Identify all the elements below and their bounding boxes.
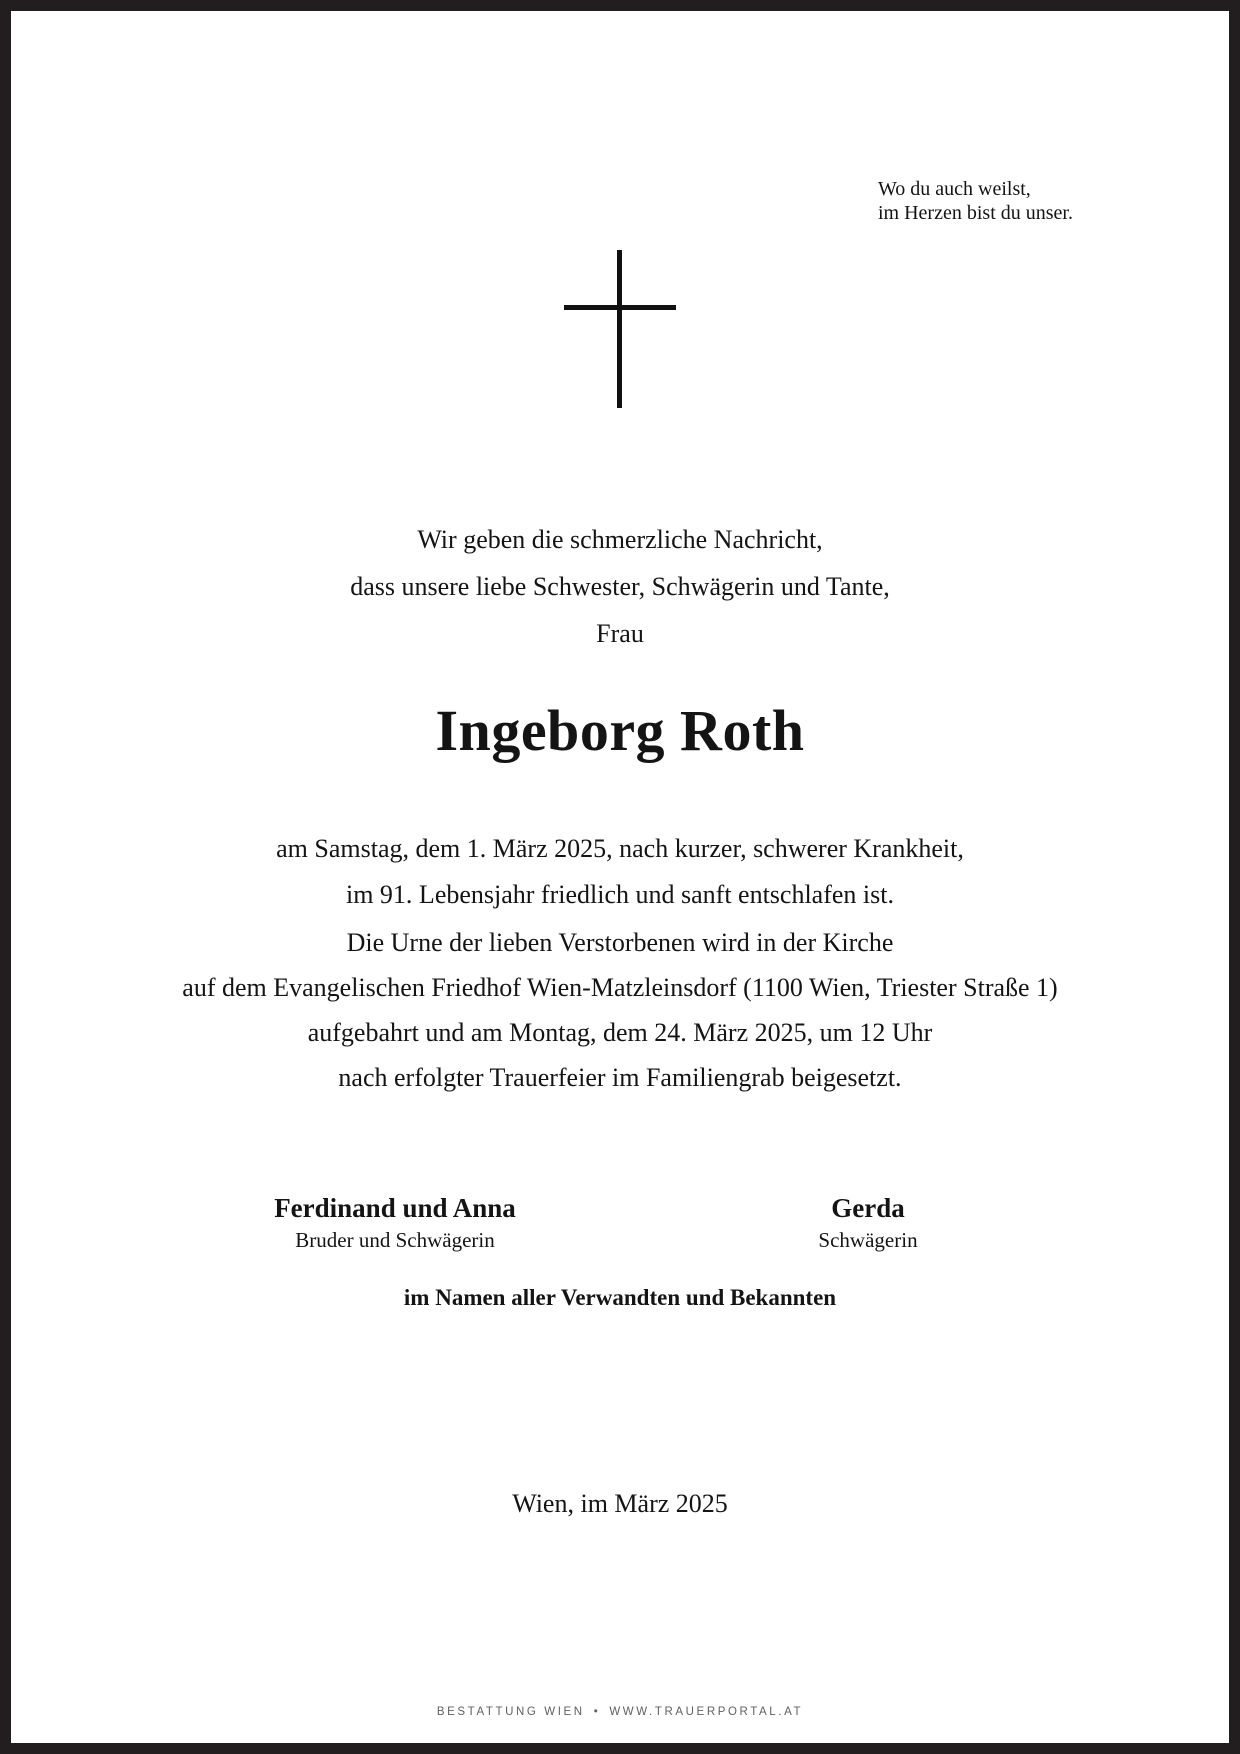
death-details-line: am Samstag, dem 1. März 2025, nach kurzer, schwerer Krankheit, (276, 834, 964, 863)
deceased-name: Ingeborg Roth (435, 698, 805, 763)
mourner-left-relation: Bruder und Schwägerin (295, 1228, 495, 1252)
intro-line: Frau (596, 619, 644, 648)
footer-website: WWW.TRAUERPORTAL.AT (609, 1706, 804, 1718)
cross-vertical-bar (617, 250, 622, 408)
mourner-left (274, 1191, 516, 1255)
collective-mourners-line: im Namen aller Verwandten und Bekannten (403, 1285, 837, 1310)
footer-bullet-separator: • (593, 1706, 601, 1718)
latin-cross-icon (564, 250, 676, 408)
motto (878, 177, 1073, 225)
footer (11, 1704, 1229, 1720)
motto-line: im Herzen bist du unser. (878, 202, 1073, 224)
intro-line: dass unsere liebe Schwester, Schwägerin und Tante, (350, 572, 890, 601)
funeral-details (11, 920, 1229, 1100)
funeral-details-line: Die Urne der lieben Verstorbenen wird in der Kirche (346, 928, 894, 957)
cross-horizontal-bar (564, 305, 676, 310)
intro-text (11, 516, 1229, 657)
place-and-date: Wien, im März 2025 (512, 1489, 728, 1518)
death-details-line: im 91. Lebensjahr friedlich und sanft entschlafen ist. (345, 880, 894, 909)
mourner-left-name: Ferdinand und Anna (274, 1193, 516, 1223)
mourner-right (818, 1191, 917, 1255)
motto-line: Wo du auch weilst, (878, 178, 1031, 200)
mourner-right-relation: Schwägerin (818, 1228, 918, 1252)
funeral-details-line: nach erfolgter Trauerfeier im Familiengrab beigesetzt. (338, 1063, 902, 1092)
funeral-details-line: auf dem Evangelischen Friedhof Wien-Matzleinsdorf (1100 Wien, Triester Straße 1) (182, 973, 1058, 1002)
funeral-details-line: aufgebahrt und am Montag, dem 24. März 2025, um 12 Uhr (307, 1018, 933, 1047)
intro-line: Wir geben die schmerzliche Nachricht, (417, 525, 823, 554)
death-details (11, 826, 1229, 918)
footer-publisher: BESTATTUNG WIEN (436, 1706, 585, 1718)
mourner-right-name: Gerda (831, 1193, 905, 1223)
